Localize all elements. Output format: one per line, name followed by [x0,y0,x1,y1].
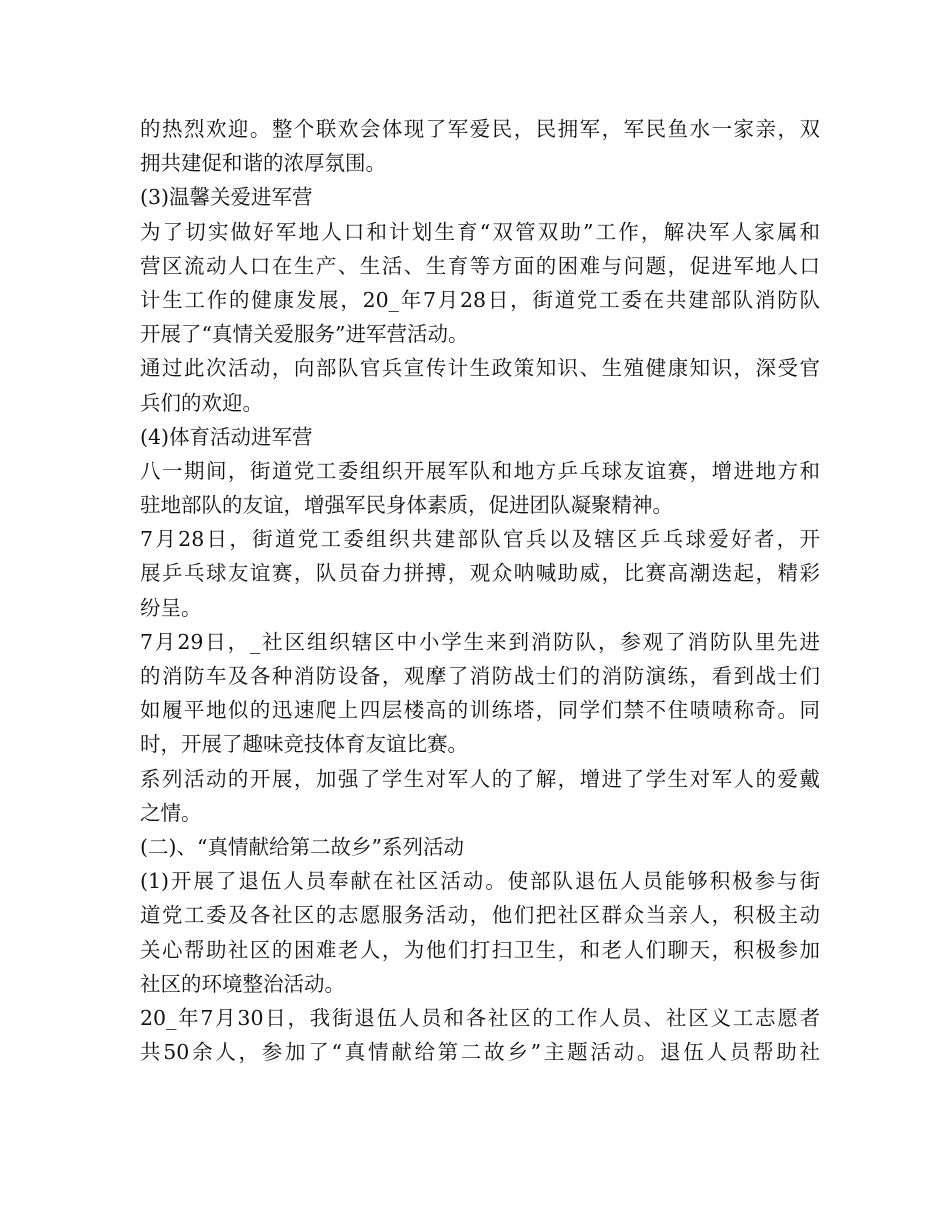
text-line: 通过此次活动，向部队官兵宣传计生政策知识、生殖健康知识，深受官 [140,356,820,381]
text-line: 系列活动的开展，加强了学生对军人的了解，增进了学生对军人的爱戴 [140,766,820,791]
text-line: 时，开展了趣味竞技体育友谊比赛。 [140,732,468,757]
text-line: 的消防车及各种消防设备，观摩了消防战士们的消防演练，看到战士们 [140,664,820,688]
text-line: 为了切实做好军地人口和计划生育“双管双助”工作，解决军人家属和 [140,219,820,244]
text-line: 之情。 [140,800,202,825]
text-line: 共50余人，参加了“真情献给第二故乡”主题活动。退伍人员帮助社 [140,1040,820,1065]
text-line: 拥共建促和谐的浓厚氛围。 [140,151,386,176]
text-line: 驻地部队的友谊，增强军民身体素质，促进团队凝聚精神。 [140,493,673,518]
text-line: 展乒乓球友谊赛，队员奋力拼搏，观众呐喊助威，比赛高潮迭起，精彩 [140,561,820,586]
text-line: (4)体育活动进军营 [140,424,313,449]
text-line: 兵们的欢迎。 [140,390,263,415]
text-line: 道党工委及各社区的志愿服务活动，他们把社区群众当亲人，积极主动 [140,903,820,928]
text-line: (3)温馨关爱进军营 [140,185,313,210]
text-line: 社区的环境整治活动。 [140,971,345,996]
text-line: (二)、“真情献给第二故乡”系列活动 [140,834,464,859]
text-line: 营区流动人口在生产、生活、生育等方面的困难与问题，促进军地人口 [140,253,820,278]
text-line: 关心帮助社区的困难老人，为他们打扫卫生，和老人们聊天，积极参加 [140,937,820,962]
text-line: (1)开展了退伍人员奉献在社区活动。使部队退伍人员能够积极参与街 [140,869,820,894]
text-line: 20_年7月30日，我街退伍人员和各社区的工作人员、社区义工志愿者 [140,1005,820,1030]
text-line: 如履平地似的迅速爬上四层楼高的训练塔，同学们禁不住啧啧称奇。同 [140,698,820,723]
text-line: 计生工作的健康发展，20_年7月28日，街道党工委在共建部队消防队 [140,287,820,312]
text-line: 的热烈欢迎。整个联欢会体现了军爱民，民拥军，军民鱼水一家亲，双 [140,117,820,141]
text-line: 开展了“真情关爱服务”进军营活动。 [140,322,469,347]
text-line: 八一期间，街道党工委组织开展军队和地方乒乓球友谊赛，增进地方和 [140,458,820,483]
text-line: 7月28日，街道党工委组织共建部队官兵以及辖区乒乓球爱好者，开 [140,527,820,552]
text-line: 纷呈。 [140,595,202,620]
document-body [140,112,820,1069]
text-line: 7月29日，_社区组织辖区中小学生来到消防队，参观了消防队里先进 [140,629,820,654]
